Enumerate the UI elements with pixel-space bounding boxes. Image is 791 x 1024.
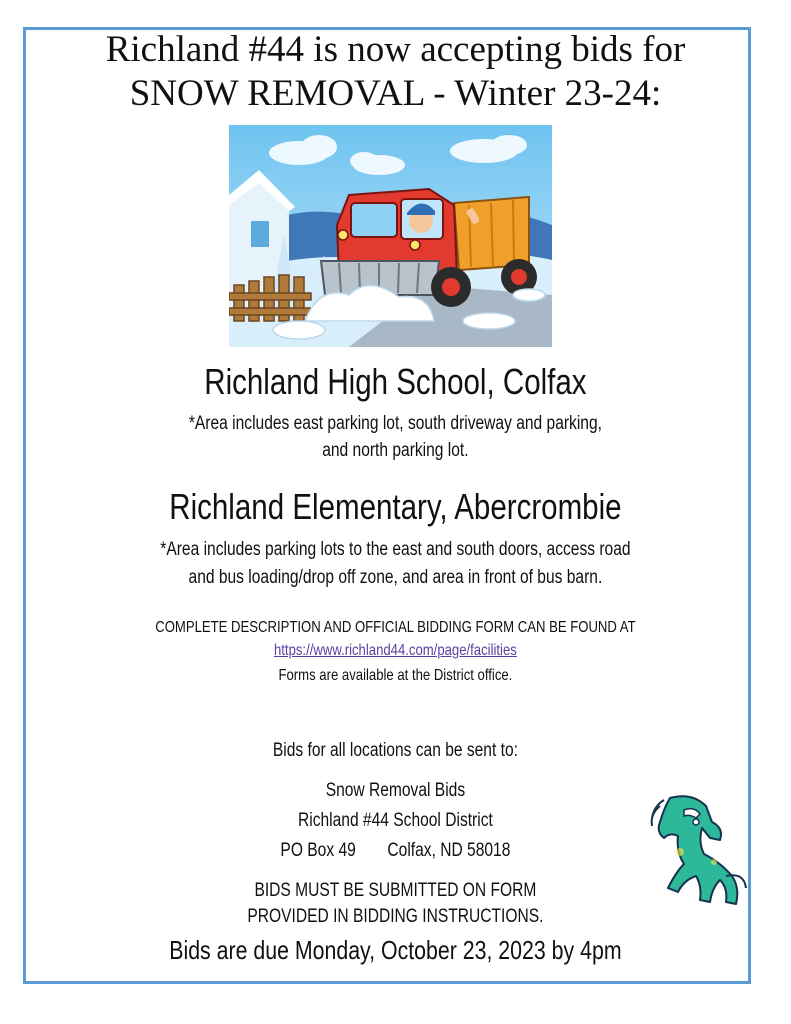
deadline: Bids are due Monday, October 23, 2023 by 4pm	[169, 935, 622, 965]
headline-line-1: Richland #44 is now accepting bids for	[105, 29, 686, 70]
description-notice: COMPLETE DESCRIPTION AND OFFICIAL BIDDING FORM CAN BE FOUND AT	[155, 619, 636, 636]
requirement-line-2: PROVIDED IN BIDDING INSTRUCTIONS.	[247, 906, 544, 927]
mailing-line-2: Richland #44 School District	[297, 810, 493, 831]
mailing-address-row	[71, 836, 720, 866]
forms-availability-note: Forms are available at the District office.	[278, 667, 513, 684]
location-2-area-line-1: *Area includes parking lots to the east and south doors, access road	[160, 539, 631, 560]
requirement-line-1: BIDS MUST BE SUBMITTED ON FORM	[254, 880, 537, 901]
facilities-link[interactable]: https://www.richland44.com/page/facilities	[273, 642, 517, 659]
location-2-area-line-2: and bus loading/drop off zone, and area in front of bus barn.	[188, 567, 603, 588]
mustang-mascot-logo	[640, 792, 750, 910]
location-1-area-line-1: *Area includes east parking lot, south driveway and parking,	[188, 413, 602, 434]
location-1-area-line-2: and north parking lot.	[322, 440, 469, 461]
headline-line-2: SNOW REMOVAL - Winter 23-24:	[129, 73, 662, 114]
location-2-title: Richland Elementary, Abercrombie	[169, 486, 622, 527]
mailing-intro: Bids for all locations can be sent to:	[272, 740, 518, 761]
location-1-title: Richland High School, Colfax	[204, 361, 587, 402]
city-state-zip: Colfax, ND 58018	[387, 840, 511, 861]
facilities-link-row	[71, 639, 720, 663]
po-box: PO Box 49	[280, 840, 356, 861]
mailing-line-1: Snow Removal Bids	[325, 780, 466, 801]
snowplow-illustration	[229, 125, 552, 347]
